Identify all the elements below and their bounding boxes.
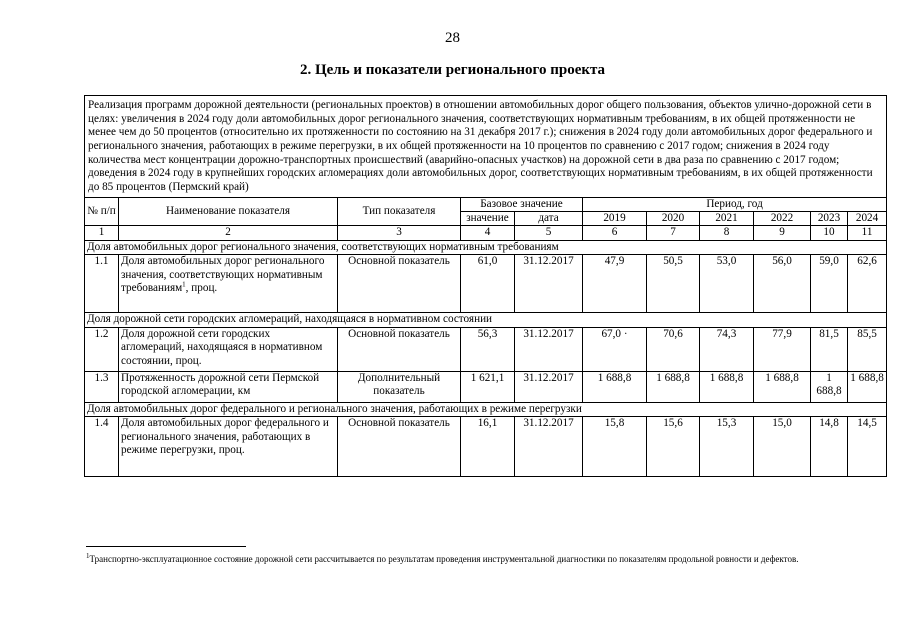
indicator-name-text: Доля автомобильных дорог регионального значения, соответствующих нормативным требованиям: [121, 255, 325, 295]
value-2019: 15,8: [583, 417, 647, 477]
header-type: Тип показателя: [338, 197, 461, 226]
row-num: 1.4: [85, 417, 119, 477]
value-2022: 56,0: [754, 255, 811, 313]
value-2024: 85,5: [848, 327, 887, 371]
value-2024: 1 688,8: [848, 371, 887, 402]
indicator-type: Основной показатель: [338, 327, 461, 371]
value-2023: 59,0: [811, 255, 848, 313]
header-base-date: дата: [515, 212, 583, 226]
footnote: [86, 553, 876, 565]
footnote-text: Транспортно-эксплуатационное состояние дорожной сети рассчитывается по результатам проведения инструментальной диагностики по показателям продольной ровности и дефектов.: [89, 554, 799, 564]
footnote-mark: 1: [86, 552, 90, 560]
value-2019: 67,0 ·: [583, 327, 647, 371]
header-base-value: значение: [461, 212, 515, 226]
column-number: 10: [811, 226, 848, 240]
group-title: Доля автомобильных дорог федерального и регионального значения, работающих в режиме перегрузки: [85, 402, 887, 416]
section-title: 2. Цель и показатели регионального проекта: [299, 62, 606, 78]
base-date: 31.12.2017: [515, 327, 583, 371]
column-number: 1: [85, 226, 119, 240]
header-year-2024: 2024: [848, 212, 887, 226]
group-title: Доля дорожной сети городских агломераций, находящаяся в нормативном состоянии: [85, 313, 887, 327]
indicator-name: Протяженность дорожной сети Пермской городской агломерации, км: [119, 371, 338, 402]
goal-description: Реализация программ дорожной деятельности (региональных проектов) в отношении автомобильных дорог общего пользования, объектов улично-дорожной сети в целях: увеличения в 2024 году доли автомобильных дорог регионального значения, соответствующих нормативным требованиям, в их общей протяженности не менее чем до 50 процентов (относительно их протяженности по состоянию на 31 декабря 2017 г.); снижения в 2024 году доли автомобильных дорог федерального и регионального значения, работающих в режиме перегрузки, в их общей протяженности на 10 процентов по сравнению с 2017 годом; снижения в 2024 году количества мест концентрации дорожно-транспортных происшествий (аварийно-опасных участков) на дорожной сети в два раза по сравнению с 2017 годом; доведения в 2024 году в крупнейших городских агломерациях доли автомобильных дорог, соответствующих нормативным требованиям, в их общей протяженности до 85 процентов (Пермский край): [85, 96, 887, 198]
page-number: 28: [445, 30, 460, 46]
indicator-unit: , проц.: [185, 282, 218, 295]
header-year-2020: 2020: [647, 212, 700, 226]
value-2021: 15,3: [700, 417, 754, 477]
value-2022: 15,0: [754, 417, 811, 477]
base-date: 31.12.2017: [515, 255, 583, 313]
value-2023: 14,8: [811, 417, 848, 477]
indicators-table: [84, 95, 887, 477]
value-2022: 77,9: [754, 327, 811, 371]
indicator-name: Доля дорожной сети городских агломераций, находящаяся в нормативном состоянии, проц.: [119, 327, 338, 371]
column-number: 7: [647, 226, 700, 240]
header-name: Наименование показателя: [119, 197, 338, 226]
value-2024: 62,6: [848, 255, 887, 313]
column-number: 4: [461, 226, 515, 240]
value-2022: 1 688,8: [754, 371, 811, 402]
value-2021: 1 688,8: [700, 371, 754, 402]
row-num: 1.3: [85, 371, 119, 402]
indicator-name: [119, 255, 338, 313]
base-date: 31.12.2017: [515, 371, 583, 402]
indicator-type: Дополнительный показатель: [338, 371, 461, 402]
value-2024: 14,5: [848, 417, 887, 477]
header-year-2021: 2021: [700, 212, 754, 226]
header-year-2023: 2023: [811, 212, 848, 226]
header-year-2022: 2022: [754, 212, 811, 226]
value-2023: 81,5: [811, 327, 848, 371]
row-num: 1.1: [85, 255, 119, 313]
column-number: 6: [583, 226, 647, 240]
value-2021: 53,0: [700, 255, 754, 313]
base-value: 1 621,1: [461, 371, 515, 402]
value-2023: 1 688,8: [811, 371, 848, 402]
footnote-divider: [86, 546, 246, 547]
column-number: 3: [338, 226, 461, 240]
header-period: Период, год: [583, 197, 887, 211]
header-year-2019: 2019: [583, 212, 647, 226]
base-value: 16,1: [461, 417, 515, 477]
indicator-type: Основной показатель: [338, 255, 461, 313]
indicator-type: Основной показатель: [338, 417, 461, 477]
header-base: Базовое значение: [461, 197, 583, 211]
column-number: 9: [754, 226, 811, 240]
value-2020: 1 688,8: [647, 371, 700, 402]
column-number: 11: [848, 226, 887, 240]
column-number: 5: [515, 226, 583, 240]
value-2020: 15,6: [647, 417, 700, 477]
footnote-ref: 1: [182, 280, 186, 289]
group-title: Доля автомобильных дорог регионального значения, соответствующих нормативным требованиям: [85, 240, 887, 254]
indicator-name: Доля автомобильных дорог федерального и регионального значения, работающих в режиме перегрузки, проц.: [119, 417, 338, 477]
header-num: № п/п: [85, 197, 119, 226]
column-number: 2: [119, 226, 338, 240]
value-2020: 50,5: [647, 255, 700, 313]
row-num: 1.2: [85, 327, 119, 371]
base-value: 56,3: [461, 327, 515, 371]
base-date: 31.12.2017: [515, 417, 583, 477]
value-2020: 70,6: [647, 327, 700, 371]
value-2019: 47,9: [583, 255, 647, 313]
value-2021: 74,3: [700, 327, 754, 371]
column-number: 8: [700, 226, 754, 240]
base-value: 61,0: [461, 255, 515, 313]
value-2019: 1 688,8: [583, 371, 647, 402]
